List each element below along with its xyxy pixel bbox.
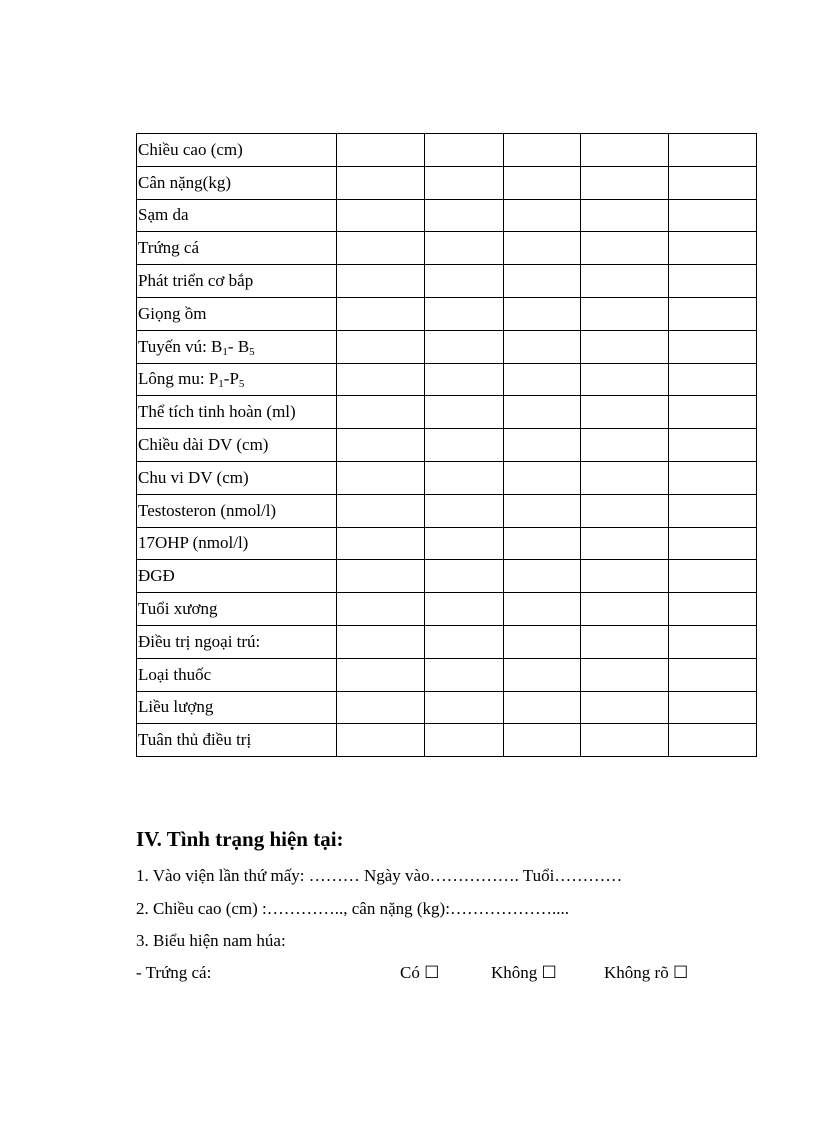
table-row	[137, 166, 757, 199]
value-cell-5[interactable]	[669, 396, 757, 429]
row-label-subscript: 5	[249, 345, 255, 358]
row-label	[137, 363, 337, 396]
value-cell-2[interactable]	[425, 396, 504, 429]
value-cell-4[interactable]	[581, 593, 669, 626]
value-cell-1[interactable]	[337, 330, 425, 363]
row-label: Tuân thủ điều trị	[137, 724, 337, 757]
row-label: Chiều dài DV (cm)	[137, 429, 337, 462]
value-cell-5[interactable]	[669, 461, 757, 494]
value-cell-5[interactable]	[669, 166, 757, 199]
row-label-part: Tuyến vú: B	[138, 336, 223, 356]
row-label-part: - B	[227, 336, 250, 356]
row-label	[137, 330, 337, 363]
table-row	[137, 330, 757, 363]
value-cell-3[interactable]	[504, 297, 581, 330]
value-cell-5[interactable]	[669, 625, 757, 658]
value-cell-5[interactable]	[669, 297, 757, 330]
value-cell-5[interactable]	[669, 593, 757, 626]
acne-unknown-checkbox[interactable]: Không rõ ☐	[604, 963, 689, 982]
value-cell-5[interactable]	[669, 199, 757, 232]
row-label: Điều trị ngoại trú:	[137, 625, 337, 658]
value-cell-2[interactable]	[425, 560, 504, 593]
value-cell-4[interactable]	[581, 560, 669, 593]
value-cell-3[interactable]	[504, 134, 581, 167]
value-cell-2[interactable]	[425, 724, 504, 757]
value-cell-2[interactable]	[425, 330, 504, 363]
value-cell-5[interactable]	[669, 363, 757, 396]
value-cell-2[interactable]	[425, 363, 504, 396]
value-cell-1[interactable]	[337, 297, 425, 330]
value-cell-5[interactable]	[669, 265, 757, 298]
value-cell-1[interactable]	[337, 560, 425, 593]
table-row	[137, 691, 757, 724]
value-cell-3[interactable]	[504, 199, 581, 232]
value-cell-2[interactable]	[425, 593, 504, 626]
table-row	[137, 494, 757, 527]
value-cell-4[interactable]	[581, 134, 669, 167]
value-cell-3[interactable]	[504, 232, 581, 265]
row-label-part: Lông mu: P	[138, 369, 219, 389]
value-cell-5[interactable]	[669, 527, 757, 560]
row-label-subscript: 1	[218, 378, 224, 391]
value-cell-4[interactable]	[581, 330, 669, 363]
admission-line: 1. Vào viện lần thứ mấy: ……… Ngày vào……………. Tuổi…………	[136, 866, 623, 885]
row-label: Testosteron (nmol/l)	[137, 494, 337, 527]
value-cell-5[interactable]	[669, 560, 757, 593]
value-cell-2[interactable]	[425, 297, 504, 330]
value-cell-1[interactable]	[337, 134, 425, 167]
table-row	[137, 265, 757, 298]
value-cell-5[interactable]	[669, 494, 757, 527]
row-label-part: -P	[223, 369, 239, 389]
value-cell-5[interactable]	[669, 429, 757, 462]
row-label: Phát triển cơ bắp	[137, 265, 337, 298]
value-cell-3[interactable]	[504, 494, 581, 527]
value-cell-1[interactable]	[337, 265, 425, 298]
table-row	[137, 461, 757, 494]
value-cell-3[interactable]	[504, 625, 581, 658]
value-cell-1[interactable]	[337, 461, 425, 494]
table-row	[137, 134, 757, 167]
value-cell-5[interactable]	[669, 658, 757, 691]
value-cell-3[interactable]	[504, 461, 581, 494]
row-label: Chu vi DV (cm)	[137, 461, 337, 494]
value-cell-2[interactable]	[425, 527, 504, 560]
value-cell-3[interactable]	[504, 265, 581, 298]
value-cell-4[interactable]	[581, 461, 669, 494]
value-cell-1[interactable]	[337, 658, 425, 691]
value-cell-4[interactable]	[581, 724, 669, 757]
value-cell-1[interactable]	[337, 396, 425, 429]
value-cell-4[interactable]	[581, 658, 669, 691]
value-cell-4[interactable]	[581, 396, 669, 429]
value-cell-4[interactable]	[581, 363, 669, 396]
value-cell-4[interactable]	[581, 527, 669, 560]
value-cell-3[interactable]	[504, 658, 581, 691]
value-cell-2[interactable]	[425, 199, 504, 232]
row-label: Cân nặng(kg)	[137, 166, 337, 199]
value-cell-1[interactable]	[337, 691, 425, 724]
value-cell-1[interactable]	[337, 527, 425, 560]
value-cell-2[interactable]	[425, 232, 504, 265]
value-cell-5[interactable]	[669, 330, 757, 363]
row-label: ĐGĐ	[137, 560, 337, 593]
value-cell-2[interactable]	[425, 691, 504, 724]
value-cell-3[interactable]	[504, 396, 581, 429]
value-cell-1[interactable]	[337, 494, 425, 527]
row-label: Sạm da	[137, 199, 337, 232]
value-cell-1[interactable]	[337, 363, 425, 396]
section-heading: IV. Tình trạng hiện tại:	[136, 827, 344, 851]
table-row	[137, 429, 757, 462]
height-weight-line: 2. Chiều cao (cm) :………….., cân nặng (kg):………………....	[136, 899, 569, 918]
value-cell-1[interactable]	[337, 724, 425, 757]
value-cell-4[interactable]	[581, 429, 669, 462]
row-label: 17OHP (nmol/l)	[137, 527, 337, 560]
value-cell-4[interactable]	[581, 297, 669, 330]
table-row	[137, 625, 757, 658]
value-cell-2[interactable]	[425, 429, 504, 462]
value-cell-5[interactable]	[669, 134, 757, 167]
value-cell-3[interactable]	[504, 330, 581, 363]
row-label: Loại thuốc	[137, 658, 337, 691]
acne-line: - Trứng cá:	[136, 963, 212, 982]
value-cell-1[interactable]	[337, 593, 425, 626]
table-row	[137, 232, 757, 265]
value-cell-1[interactable]	[337, 199, 425, 232]
value-cell-3[interactable]	[504, 166, 581, 199]
value-cell-1[interactable]	[337, 429, 425, 462]
value-cell-2[interactable]	[425, 461, 504, 494]
value-cell-2[interactable]	[425, 658, 504, 691]
value-cell-2[interactable]	[425, 625, 504, 658]
value-cell-3[interactable]	[504, 527, 581, 560]
table-row	[137, 527, 757, 560]
value-cell-4[interactable]	[581, 691, 669, 724]
tracking-table	[136, 133, 757, 757]
row-label-subscript: 5	[238, 378, 245, 391]
table-row	[137, 199, 757, 232]
row-label: Thể tích tinh hoàn (ml)	[137, 396, 337, 429]
value-cell-4[interactable]	[581, 199, 669, 232]
row-label: Liều lượng	[137, 691, 337, 724]
value-cell-3[interactable]	[504, 363, 581, 396]
acne-no-checkbox[interactable]: Không ☐	[491, 963, 557, 982]
value-cell-2[interactable]	[425, 134, 504, 167]
value-cell-5[interactable]	[669, 232, 757, 265]
table-row	[137, 560, 757, 593]
value-cell-3[interactable]	[504, 593, 581, 626]
value-cell-2[interactable]	[425, 265, 504, 298]
value-cell-1[interactable]	[337, 625, 425, 658]
table-row	[137, 724, 757, 757]
value-cell-5[interactable]	[669, 724, 757, 757]
table-row	[137, 593, 757, 626]
value-cell-4[interactable]	[581, 265, 669, 298]
value-cell-3[interactable]	[504, 560, 581, 593]
table-row	[137, 297, 757, 330]
value-cell-4[interactable]	[581, 494, 669, 527]
acne-yes-checkbox[interactable]: Có ☐	[400, 963, 440, 982]
value-cell-2[interactable]	[425, 494, 504, 527]
value-cell-4[interactable]	[581, 166, 669, 199]
value-cell-1[interactable]	[337, 232, 425, 265]
virilization-line: 3. Biểu hiện nam húa:	[136, 931, 286, 950]
value-cell-3[interactable]	[504, 429, 581, 462]
row-label: Giọng ồm	[137, 297, 337, 330]
value-cell-3[interactable]	[504, 691, 581, 724]
table-row	[137, 396, 757, 429]
value-cell-2[interactable]	[425, 166, 504, 199]
value-cell-5[interactable]	[669, 691, 757, 724]
row-label: Tuổi xương	[137, 593, 337, 626]
value-cell-3[interactable]	[504, 724, 581, 757]
table-row	[137, 363, 757, 396]
row-label: Trứng cá	[137, 232, 337, 265]
value-cell-1[interactable]	[337, 166, 425, 199]
value-cell-4[interactable]	[581, 232, 669, 265]
value-cell-4[interactable]	[581, 625, 669, 658]
row-label-subscript: 1	[222, 345, 228, 358]
table-row	[137, 658, 757, 691]
row-label: Chiều cao (cm)	[137, 134, 337, 167]
